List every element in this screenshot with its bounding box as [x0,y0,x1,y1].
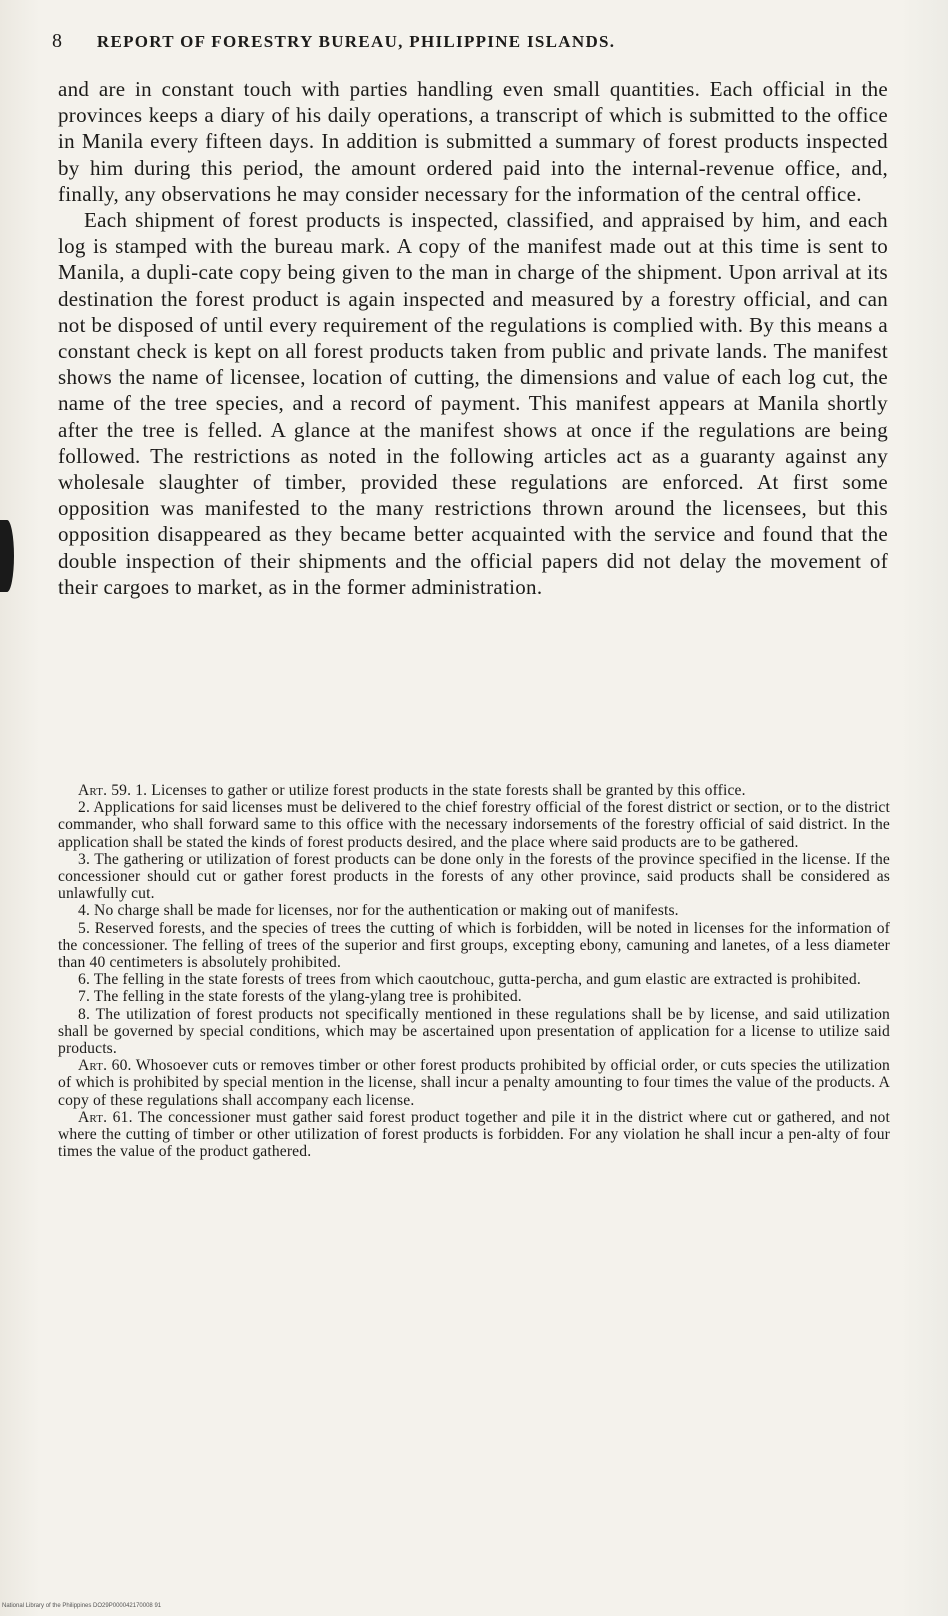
running-header [52,30,862,53]
body-paragraph: and are in constant touch with parties handling even small quantities. Each official in the provinces keeps a diary of his daily operations, a transcript of which is submitted to the office in Manila every fifteen days. In addition is submitted a summary of forest products inspected by him during this period, the amount ordered paid into the internal-revenue office, and, finally, any observations he may consider necessary for the information of the central office. [58,77,888,206]
regulation-articles [58,782,890,1160]
article-lead: Art. 60. [78,1057,132,1075]
article-text: 2. Applications for said licenses must be delivered to the chief forestry official of the forest district or section, or to the district commander, who shall forward same to this office with the necessary indorsements of the forestry official of said district. In the application shall be stated the kinds of forest products desired, and the place where said products are to be gathered. [58,799,890,851]
article-paragraph [58,782,890,799]
article-paragraph [58,799,890,851]
running-title: REPORT OF FORESTRY BUREAU, PHILIPPINE ISLANDS. [96,32,616,51]
binding-shadow [0,520,14,592]
article-paragraph [58,988,890,1005]
article-text: 7. The felling in the state forests of the ylang-ylang tree is prohibited. [78,988,522,1006]
body-text [58,76,888,600]
page-number: 8 [52,30,64,52]
article-text: 5. Reserved forests, and the species of trees the cutting of which is forbidden, will be noted in licenses for the information of the concessioner. The felling of trees of the superior and first groups, excepting ebony, camuning and lanetes, of a less diameter than 40 centimeters is absolutely prohibited. [58,919,890,972]
article-paragraph [58,920,890,972]
article-paragraph [58,1109,890,1161]
article-text: 8. The utilization of forest products not specifically mentioned in these regulations shall be by license, and said utilization shall be governed by special conditions, which may be ascertained upon presentation of application for a license to utilize said products. [58,1005,890,1058]
article-text: 1. Licenses to gather or utilize forest products in the state forests shall be granted by this office. [135,782,746,799]
scan-credit: National Library of the Philippines DO29P000042170008 91 [2,1603,162,1609]
article-paragraph [58,1006,890,1058]
article-text: Whosoever cuts or removes timber or other forest products prohibited by official order, or cuts species the utilization of which is prohibited by special mention in the license, shall incur a penalty amounting to four times the value of the products. A copy of these regulations shall accompany each license. [58,1057,890,1109]
article-lead: Art. 59. [78,782,132,799]
article-paragraph [58,971,890,988]
article-paragraph [58,1057,890,1109]
article-text: 3. The gathering or utilization of forest products can be done only in the forests of the province specified in the license. If the concessioner should cut or gather forest products in the forests of any other province, said products shall be considered as unlawfully cut. [58,850,890,903]
article-text: 4. No charge shall be made for licenses, nor for the authentication or making out of manifests. [78,902,679,920]
body-paragraph: Each shipment of forest products is inspected, classified, and appraised by him, and each log is stamped with the bureau mark. A copy of the manifest made out at this time is sent to Manila, a dupli-cate copy being given to the man in charge of the shipment. Upon arrival at its destination the forest product is again inspected and measured by a forestry official, and can not be disposed of until every requirement of the regulations is complied with. By this means a constant check is kept on all forest products taken from public and private lands. The manifest shows the name of licensee, location of cutting, the dimensions and value of each log cut, the name of the tree species, and a record of payment. This manifest appears at Manila shortly after the tree is felled. A glance at the manifest shows at once if the regulations are being followed. The restrictions as noted in the following articles act as a guaranty against any wholesale slaughter of timber, provided these regulations are enforced. At first some opposition was manifested to the many restrictions thrown around the licensees, but this opposition disappeared as they became better acquainted with the service and found that the double inspection of their shipments and the official papers did not delay the movement of their cargoes to market, as in the former administration. [58,208,888,599]
article-text: 6. The felling in the state forests of trees from which caoutchouc, gutta-percha, and gum elastic are extracted is prohibited. [78,971,861,989]
article-lead: Art. 61. [78,1108,133,1126]
article-paragraph [58,851,890,903]
article-text: The concessioner must gather said forest product together and pile it in the district where cut or gathered, and not where the cutting of timber or other utilization of forest products is forbidden. For any violation he shall incur a pen-alty of four times the value of the product gathered. [58,1108,890,1161]
article-paragraph [58,902,890,919]
